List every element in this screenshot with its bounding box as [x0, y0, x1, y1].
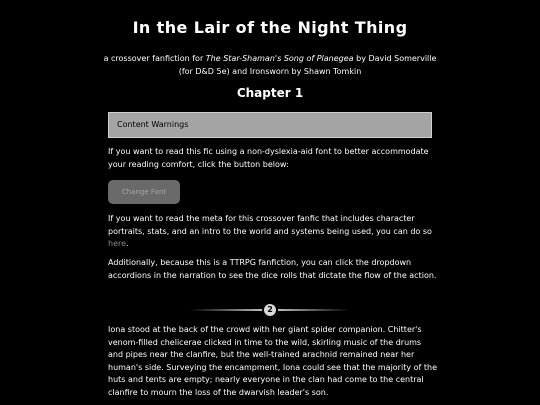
meta-link[interactable]: here: [108, 239, 127, 248]
change-font-button[interactable]: Change Font: [108, 180, 180, 204]
meta-suffix: .: [126, 239, 129, 248]
subtitle-work-a: The Star-Shaman's: [205, 54, 284, 63]
chapter-heading: Chapter 1: [236, 86, 304, 100]
story-subtitle: [100, 52, 440, 78]
subtitle-middle: by David Somerville (for D&D 5e) and Ironsworn by Shawn Tomkin: [178, 54, 437, 76]
meta-text: If you want to read the meta for this crossover fanfic that includes character portraits, stats, and an intro to the world and systems being used, you can do so: [108, 214, 432, 236]
subtitle-work-b: Song of Planegea: [283, 54, 354, 63]
subtitle-prefix: a crossover fanfiction for: [103, 54, 206, 63]
meta-instructions: [108, 213, 438, 251]
content-warnings-accordion[interactable]: [108, 112, 432, 138]
content-warnings-label: Content Warnings: [117, 120, 189, 129]
dice-instructions: Additionally, because this is a TTRPG fanfiction, you can click the dropdown accordions in the narration to see the dice rolls that dictate the flow of the action.: [108, 258, 437, 280]
font-instructions: If you want to read this fic using a non-dyslexia-aid font to better accommodate your reading comfort, click the button below:: [108, 147, 429, 169]
narrative-paragraph: Iona stood at the back of the crowd with her giant spider companion. Chitter's venom-filled chelicerae clicked in time to the wild, skirling music of the drums and pipes near the clanfire, but the well-trained arachnid remained near her human's side. Surveying the encampment, Iona could see that the majority of the huts and tents are empty; nearly everyone in the clan had come to the central clanfire to mourn the loss of the dwarvish leader's son.: [108, 325, 437, 397]
divider-line-right: [278, 309, 350, 311]
divider-line-left: [190, 309, 262, 311]
story-title: In the Lair of the Night Thing: [132, 18, 408, 37]
section-divider: [190, 303, 350, 317]
divider-d20-icon: 2: [264, 304, 276, 316]
